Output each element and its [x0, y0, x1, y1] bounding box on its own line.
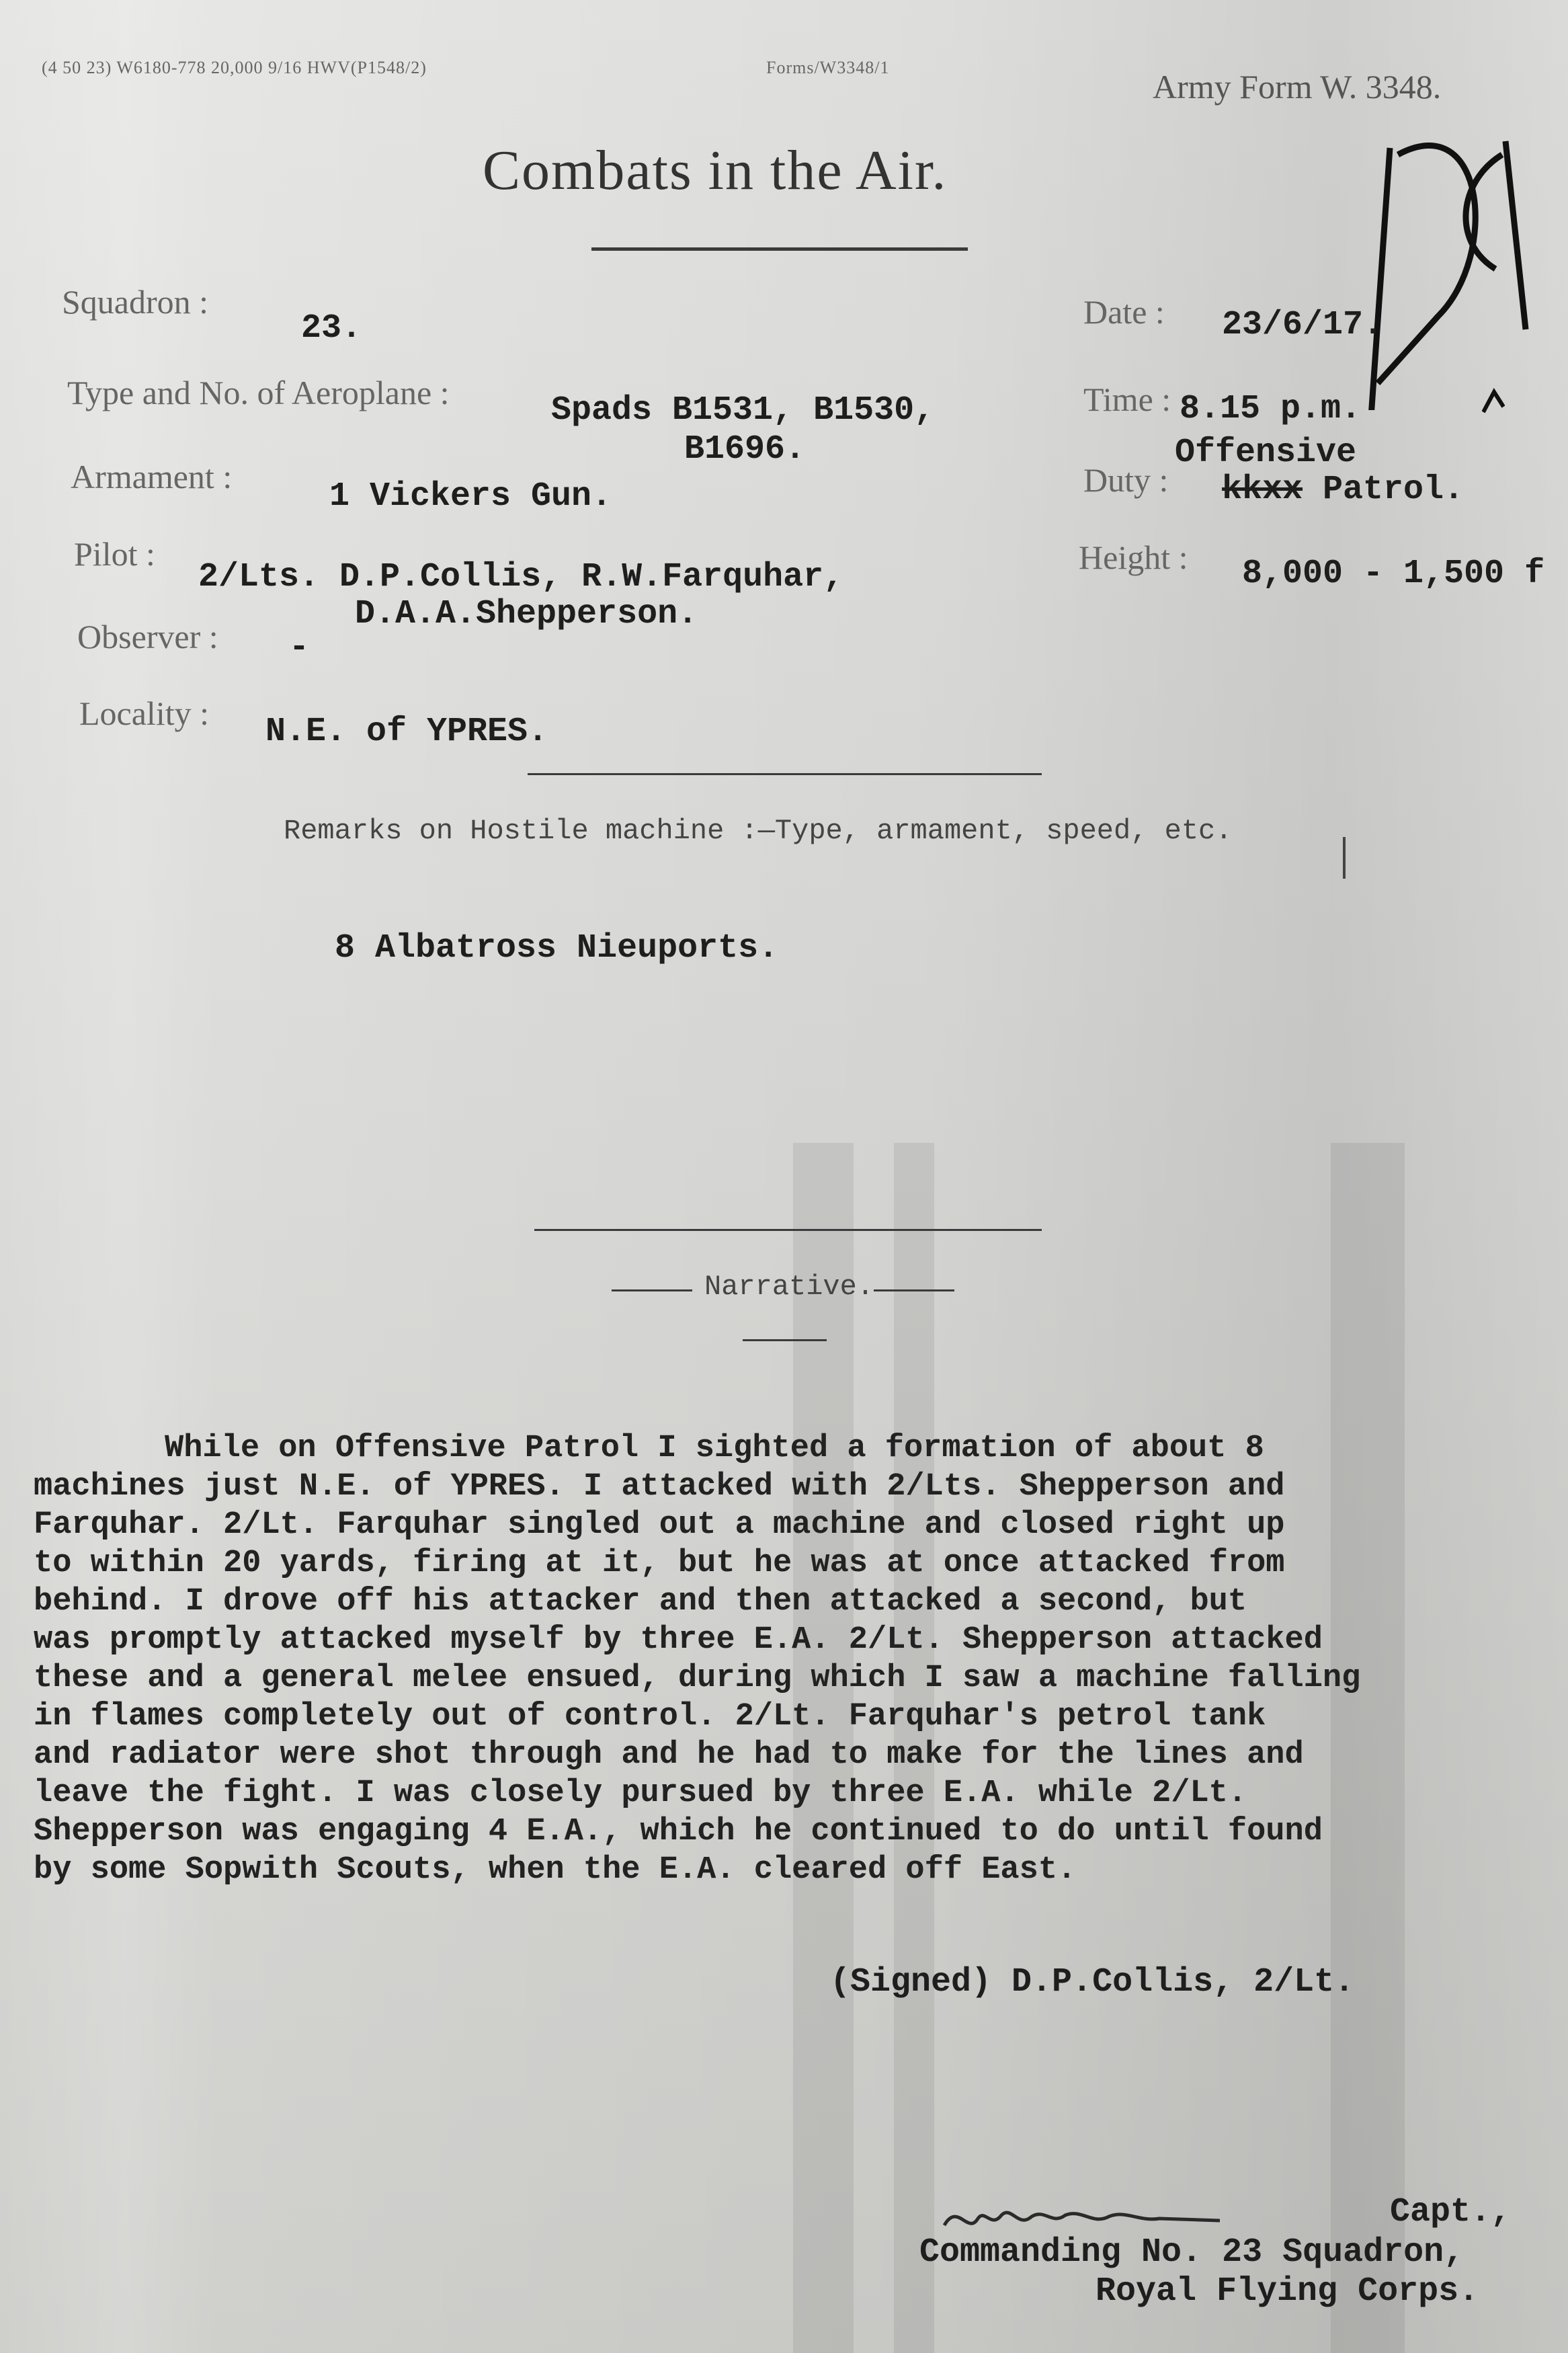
- date-value: 23/6/17.: [1222, 306, 1384, 344]
- forms-reference: Forms/W3348/1: [766, 58, 890, 77]
- narrative-line: Shepperson was engaging 4 E.A., which he continued to do until found: [34, 1814, 1323, 1849]
- commanding-line: Commanding No. 23 Squadron,: [919, 2233, 1464, 2272]
- narrative-line: While on Offensive Patrol I sighted a formation of about 8: [165, 1431, 1264, 1466]
- aeroplane-type-label: Type and No. of Aeroplane :: [67, 374, 450, 411]
- aeroplane-type-value-cont: B1696.: [684, 430, 806, 469]
- arrow-mark: [1482, 387, 1505, 413]
- armament-value: 1 Vickers Gun.: [329, 477, 612, 516]
- narrative-line: and radiator were shot through and he had to make for the lines and: [34, 1737, 1304, 1773]
- aeroplane-type-value: Spads B1531, B1530,: [551, 391, 935, 430]
- observer-value: -: [289, 629, 310, 667]
- armament-label: Armament :: [71, 458, 233, 495]
- duty-label: Duty :: [1083, 461, 1169, 499]
- duty-struck-word: kkxx: [1222, 471, 1303, 509]
- duty-value-line2: Patrol.: [1323, 471, 1464, 509]
- title-underline: [591, 247, 968, 251]
- section-divider: [534, 1229, 1042, 1231]
- narrative-dash-left: [612, 1289, 692, 1291]
- narrative-line: these and a general melee ensued, during which I saw a machine falling: [34, 1661, 1361, 1696]
- narrative-line: by some Sopwith Scouts, when the E.A. cleared off East.: [34, 1852, 1077, 1888]
- pilot-label: Pilot :: [74, 535, 155, 573]
- remarks-text: 8 Albatross Nieuports.: [335, 929, 779, 967]
- section-divider: [528, 773, 1042, 775]
- narrative-line: leave the fight. I was closely pursued by three E.A. while 2/Lt.: [34, 1776, 1247, 1811]
- narrative-dash-right: [874, 1289, 954, 1291]
- narrative-underline: [743, 1339, 827, 1341]
- narrative-line: in flames completely out of control. 2/Lt. Farquhar's petrol tank: [34, 1699, 1266, 1734]
- squadron-label: Squadron :: [62, 283, 209, 321]
- remarks-heading: Remarks on Hostile machine :—Type, armament, speed, etc.: [284, 815, 1233, 847]
- observer-label: Observer :: [77, 618, 218, 655]
- commander-rank: Capt.,: [1390, 2193, 1512, 2231]
- locality-value: N.E. of YPRES.: [265, 713, 548, 751]
- time-value: 8.15 p.m.: [1180, 390, 1362, 428]
- narrative-line: behind. I drove off his attacker and then attacked a second, but: [34, 1584, 1247, 1620]
- squadron-value: 23.: [301, 309, 362, 348]
- duty-value-line1: Offensive: [1175, 434, 1357, 472]
- print-reference: (4 50 23) W6180-778 20,000 9/16 HWV(P1548/2): [42, 58, 427, 77]
- date-label: Date :: [1083, 293, 1165, 331]
- pilot-value-cont: D.A.A.Shepperson.: [355, 595, 698, 633]
- time-label: Time :: [1083, 381, 1171, 418]
- narrative-line: Farquhar. 2/Lt. Farquhar singled out a machine and closed right up: [34, 1507, 1285, 1543]
- narrative-heading: Narrative.: [704, 1271, 874, 1303]
- height-label: Height :: [1079, 539, 1188, 576]
- pilot-value: 2/Lts. D.P.Collis, R.W.Farquhar,: [198, 558, 844, 596]
- signed-line: (Signed) D.P.Collis, 2/Lt.: [830, 1963, 1355, 2001]
- folio-handwritten: [1358, 101, 1559, 410]
- margin-mark: [1343, 837, 1346, 879]
- locality-label: Locality :: [79, 694, 209, 732]
- army-form-number: Army Form W. 3348.: [1153, 68, 1442, 106]
- height-value: 8,000 - 1,500 f: [1242, 555, 1545, 593]
- scan-streak: [1331, 1143, 1405, 2353]
- form-title: Combats in the Air.: [483, 139, 948, 202]
- corps-line: Royal Flying Corps.: [1096, 2272, 1479, 2311]
- narrative-line: machines just N.E. of YPRES. I attacked with 2/Lts. Shepperson and: [34, 1469, 1285, 1505]
- narrative-line: to within 20 yards, firing at it, but he was at once attacked from: [34, 1546, 1285, 1581]
- narrative-line: was promptly attacked myself by three E.A. 2/Lt. Shepperson attacked: [34, 1622, 1323, 1658]
